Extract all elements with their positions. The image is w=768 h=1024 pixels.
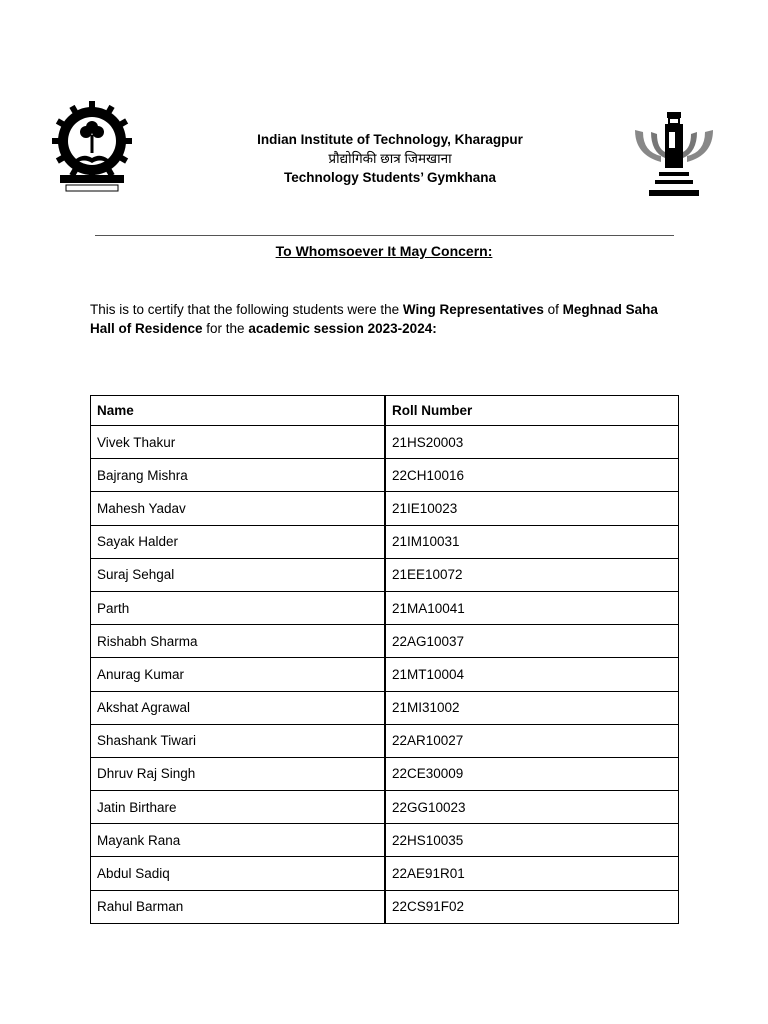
para-text-1: This is to certify that the following students were the [90, 302, 403, 317]
student-name-cell: Sayak Halder [91, 525, 386, 558]
gymkhana-torch-emblem-icon [631, 110, 717, 200]
table-row [91, 591, 679, 624]
certificate-paragraph [90, 300, 680, 338]
student-name-cell: Vivek Thakur [91, 426, 386, 459]
roll-number-cell: 22AG10037 [385, 625, 679, 658]
roll-number-cell: 22CS91F02 [385, 890, 679, 923]
student-name-cell: Suraj Sehgal [91, 558, 386, 591]
student-name-cell: Akshat Agrawal [91, 691, 386, 724]
student-name-cell: Rishabh Sharma [91, 625, 386, 658]
student-name-cell: Jatin Birthare [91, 791, 386, 824]
student-name-cell: Shashank Tiwari [91, 724, 386, 757]
gymkhana-name: Technology Students’ Gymkhana [283, 170, 497, 185]
student-name-cell: Dhruv Raj Singh [91, 757, 386, 790]
roll-number-cell: 21EE10072 [385, 558, 679, 591]
table-row [91, 757, 679, 790]
student-name-cell: Bajrang Mishra [91, 459, 386, 492]
table-row [91, 691, 679, 724]
table-row [91, 525, 679, 558]
table-row [91, 658, 679, 691]
roll-number-cell: 21MA10041 [385, 591, 679, 624]
student-name-cell: Anurag Kumar [91, 658, 386, 691]
roll-number-cell: 21IE10023 [385, 492, 679, 525]
concern-heading: To Whomsoever It May Concern: [275, 243, 493, 259]
roll-number-cell: 21IM10031 [385, 525, 679, 558]
student-name-cell: Parth [91, 591, 386, 624]
iit-kharagpur-emblem-icon [52, 101, 132, 195]
students-table [90, 395, 679, 924]
table-row [91, 890, 679, 923]
header-divider [95, 235, 674, 236]
roll-number-cell: 22AR10027 [385, 724, 679, 757]
roll-number-cell: 21MI31002 [385, 691, 679, 724]
institute-name: Indian Institute of Technology, Kharagpur [257, 132, 523, 147]
student-name-cell: Abdul Sadiq [91, 857, 386, 890]
table-header-row [91, 396, 679, 426]
document-header [200, 130, 580, 187]
table-row [91, 558, 679, 591]
table-row [91, 824, 679, 857]
column-header-name: Name [91, 396, 386, 426]
table-row [91, 426, 679, 459]
roll-number-cell: 22CH10016 [385, 459, 679, 492]
roll-number-cell: 21MT10004 [385, 658, 679, 691]
student-name-cell: Rahul Barman [91, 890, 386, 923]
roll-number-cell: 22CE30009 [385, 757, 679, 790]
para-bold-3: academic session 2023-2024: [248, 321, 437, 336]
table-row [91, 492, 679, 525]
table-row [91, 791, 679, 824]
column-header-roll: Roll Number [385, 396, 679, 426]
student-name-cell: Mahesh Yadav [91, 492, 386, 525]
gymkhana-hindi-name: प्रौद्योगिकी छात्र जिमखाना [328, 151, 452, 166]
student-name-cell: Mayank Rana [91, 824, 386, 857]
para-text-2: of [543, 302, 563, 317]
table-row [91, 459, 679, 492]
roll-number-cell: 21HS20003 [385, 426, 679, 459]
roll-number-cell: 22GG10023 [385, 791, 679, 824]
table-row [91, 857, 679, 890]
para-bold-2: Meghnad Saha Hall of Residence [90, 302, 658, 336]
roll-number-cell: 22AE91R01 [385, 857, 679, 890]
table-row [91, 625, 679, 658]
roll-number-cell: 22HS10035 [385, 824, 679, 857]
para-text-3: for the [202, 321, 249, 336]
para-bold-1: Wing Representatives [402, 302, 544, 317]
table-row [91, 724, 679, 757]
